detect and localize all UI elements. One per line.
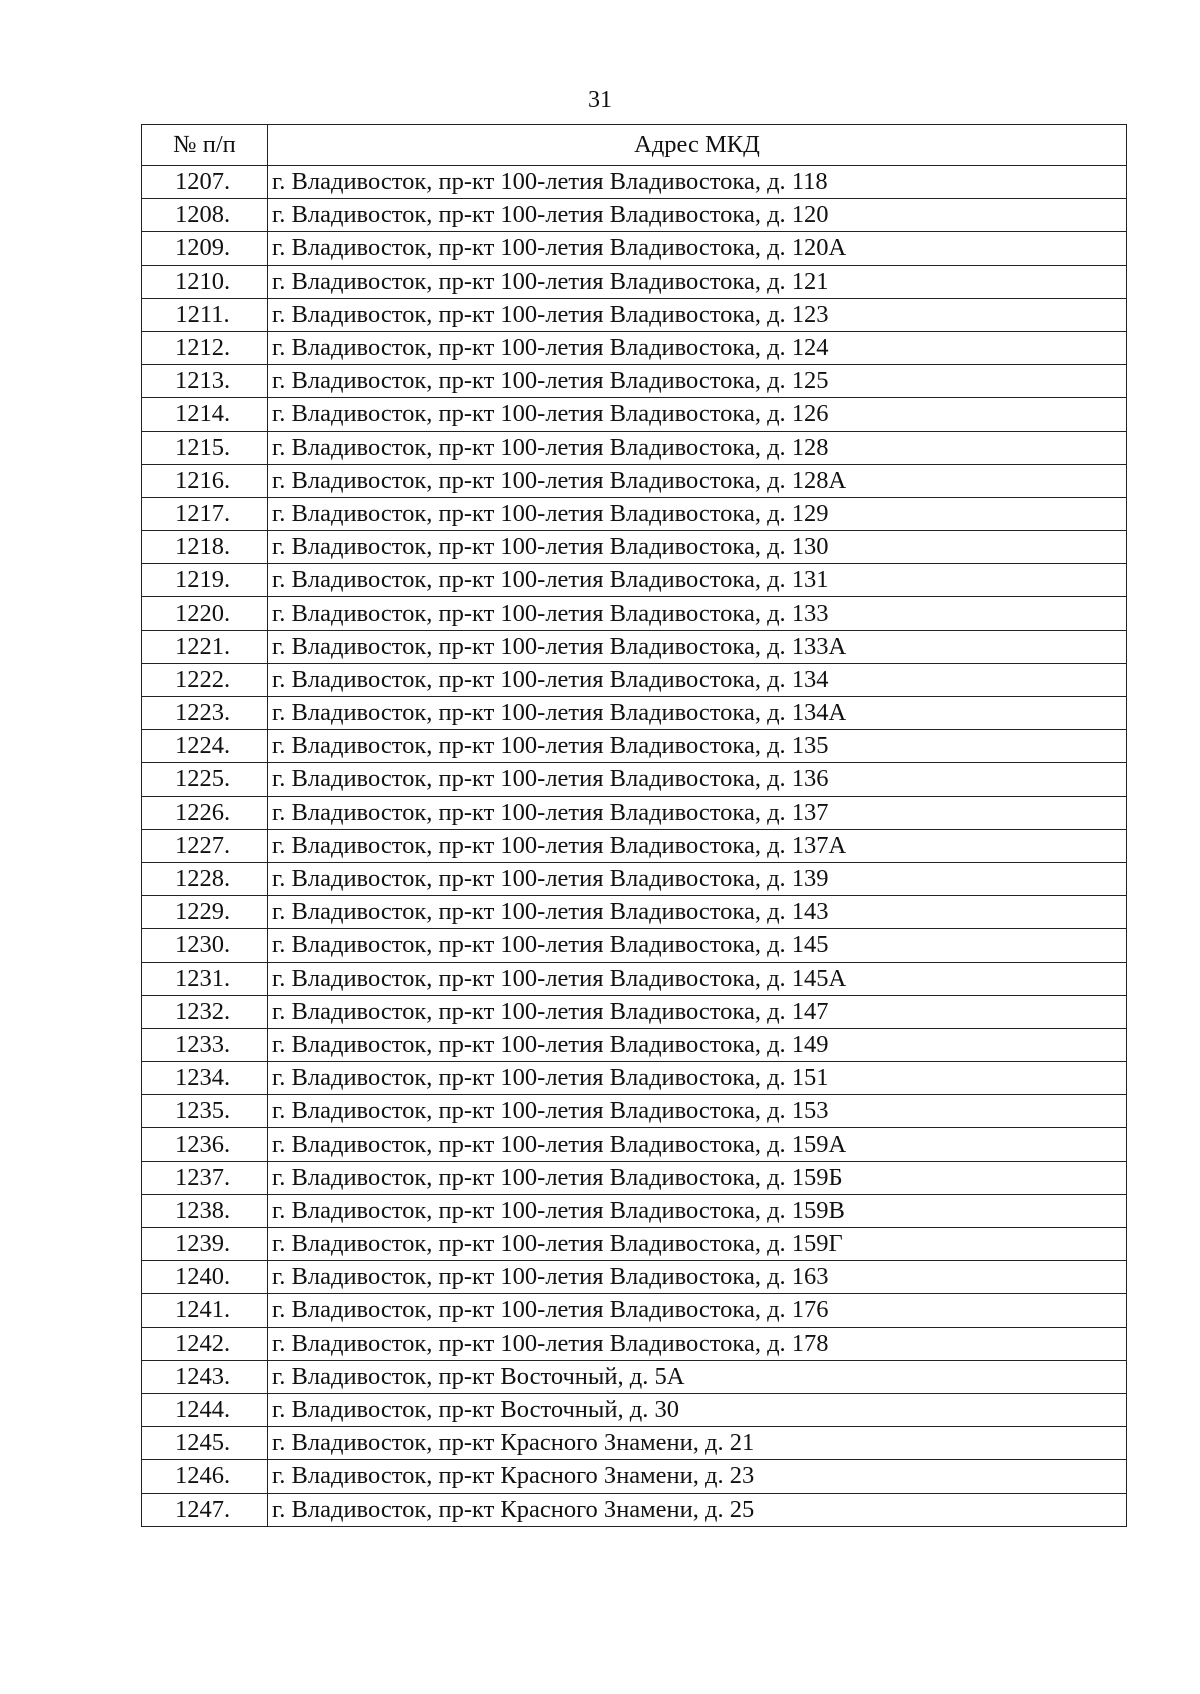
address-table xyxy=(141,124,1127,1527)
table-row xyxy=(142,166,1127,199)
row-number: 1222. xyxy=(142,663,268,696)
table-row xyxy=(142,929,1127,962)
row-address: г. Владивосток, пр-кт 100-летия Владивостока, д. 133А xyxy=(268,630,1127,663)
row-number: 1225. xyxy=(142,763,268,796)
header-number: № п/п xyxy=(142,125,268,166)
table-row xyxy=(142,962,1127,995)
row-number: 1227. xyxy=(142,829,268,862)
row-address: г. Владивосток, пр-кт 100-летия Владивостока, д. 133 xyxy=(268,597,1127,630)
row-address: г. Владивосток, пр-кт 100-летия Владивостока, д. 128 xyxy=(268,431,1127,464)
table-row xyxy=(142,331,1127,364)
row-address: г. Владивосток, пр-кт 100-летия Владивостока, д. 118 xyxy=(268,166,1127,199)
header-address: Адрес МКД xyxy=(268,125,1127,166)
table-row xyxy=(142,1028,1127,1061)
row-number: 1216. xyxy=(142,464,268,497)
table-row xyxy=(142,531,1127,564)
row-address: г. Владивосток, пр-кт 100-летия Владивостока, д. 131 xyxy=(268,564,1127,597)
row-number: 1210. xyxy=(142,265,268,298)
row-address: г. Владивосток, пр-кт 100-летия Владивостока, д. 151 xyxy=(268,1062,1127,1095)
row-number: 1238. xyxy=(142,1194,268,1227)
table-row xyxy=(142,564,1127,597)
table-row xyxy=(142,995,1127,1028)
row-number: 1207. xyxy=(142,166,268,199)
table-row xyxy=(142,232,1127,265)
row-address: г. Владивосток, пр-кт 100-летия Владивостока, д. 145 xyxy=(268,929,1127,962)
table-row xyxy=(142,862,1127,895)
row-number: 1230. xyxy=(142,929,268,962)
row-address: г. Владивосток, пр-кт Красного Знамени, д. 21 xyxy=(268,1427,1127,1460)
row-number: 1218. xyxy=(142,531,268,564)
table-row xyxy=(142,1360,1127,1393)
table-row xyxy=(142,597,1127,630)
row-address: г. Владивосток, пр-кт 100-летия Владивостока, д. 130 xyxy=(268,531,1127,564)
row-address: г. Владивосток, пр-кт Красного Знамени, д. 23 xyxy=(268,1460,1127,1493)
row-number: 1242. xyxy=(142,1327,268,1360)
row-address: г. Владивосток, пр-кт 100-летия Владивостока, д. 159В xyxy=(268,1194,1127,1227)
row-number: 1243. xyxy=(142,1360,268,1393)
row-address: г. Владивосток, пр-кт 100-летия Владивостока, д. 120 xyxy=(268,199,1127,232)
table-row xyxy=(142,1194,1127,1227)
row-address: г. Владивосток, пр-кт 100-летия Владивостока, д. 135 xyxy=(268,730,1127,763)
row-number: 1211. xyxy=(142,298,268,331)
table-row xyxy=(142,1493,1127,1526)
table-row xyxy=(142,697,1127,730)
page-number: 31 xyxy=(588,87,612,113)
row-number: 1236. xyxy=(142,1128,268,1161)
row-number: 1213. xyxy=(142,365,268,398)
table-row xyxy=(142,1460,1127,1493)
table-row xyxy=(142,1261,1127,1294)
row-number: 1241. xyxy=(142,1294,268,1327)
row-number: 1247. xyxy=(142,1493,268,1526)
row-number: 1208. xyxy=(142,199,268,232)
table-row xyxy=(142,265,1127,298)
table-header xyxy=(142,125,1127,166)
row-address: г. Владивосток, пр-кт 100-летия Владивостока, д. 159Б xyxy=(268,1161,1127,1194)
row-address: г. Владивосток, пр-кт 100-летия Владивостока, д. 145А xyxy=(268,962,1127,995)
row-address: г. Владивосток, пр-кт 100-летия Владивостока, д. 137 xyxy=(268,796,1127,829)
row-address: г. Владивосток, пр-кт 100-летия Владивостока, д. 124 xyxy=(268,331,1127,364)
row-address: г. Владивосток, пр-кт 100-летия Владивостока, д. 120А xyxy=(268,232,1127,265)
table-row xyxy=(142,730,1127,763)
table-row xyxy=(142,1095,1127,1128)
row-address: г. Владивосток, пр-кт Восточный, д. 30 xyxy=(268,1393,1127,1426)
row-number: 1223. xyxy=(142,697,268,730)
header-row xyxy=(142,125,1127,166)
table-row xyxy=(142,630,1127,663)
table-row xyxy=(142,763,1127,796)
row-address: г. Владивосток, пр-кт Красного Знамени, д. 25 xyxy=(268,1493,1127,1526)
row-number: 1217. xyxy=(142,497,268,530)
row-number: 1215. xyxy=(142,431,268,464)
row-address: г. Владивосток, пр-кт 100-летия Владивостока, д. 129 xyxy=(268,497,1127,530)
table-row xyxy=(142,497,1127,530)
row-address: г. Владивосток, пр-кт 100-летия Владивостока, д. 176 xyxy=(268,1294,1127,1327)
row-address: г. Владивосток, пр-кт 100-летия Владивостока, д. 178 xyxy=(268,1327,1127,1360)
row-number: 1233. xyxy=(142,1028,268,1061)
row-address: г. Владивосток, пр-кт 100-летия Владивостока, д. 123 xyxy=(268,298,1127,331)
table-row xyxy=(142,1294,1127,1327)
row-number: 1219. xyxy=(142,564,268,597)
row-number: 1229. xyxy=(142,896,268,929)
row-number: 1244. xyxy=(142,1393,268,1426)
row-number: 1231. xyxy=(142,962,268,995)
row-address: г. Владивосток, пр-кт 100-летия Владивостока, д. 137А xyxy=(268,829,1127,862)
row-address: г. Владивосток, пр-кт 100-летия Владивостока, д. 136 xyxy=(268,763,1127,796)
table-body xyxy=(142,166,1127,1527)
table-row xyxy=(142,1161,1127,1194)
row-address: г. Владивосток, пр-кт 100-летия Владивостока, д. 121 xyxy=(268,265,1127,298)
row-number: 1220. xyxy=(142,597,268,630)
table-row xyxy=(142,1128,1127,1161)
table-row xyxy=(142,365,1127,398)
table-row xyxy=(142,398,1127,431)
table-row xyxy=(142,199,1127,232)
row-address: г. Владивосток, пр-кт 100-летия Владивостока, д. 159А xyxy=(268,1128,1127,1161)
row-number: 1221. xyxy=(142,630,268,663)
row-number: 1214. xyxy=(142,398,268,431)
table-row xyxy=(142,431,1127,464)
row-number: 1239. xyxy=(142,1228,268,1261)
row-address: г. Владивосток, пр-кт 100-летия Владивостока, д. 126 xyxy=(268,398,1127,431)
row-address: г. Владивосток, пр-кт Восточный, д. 5А xyxy=(268,1360,1127,1393)
row-number: 1228. xyxy=(142,862,268,895)
table-row xyxy=(142,1062,1127,1095)
table-row xyxy=(142,796,1127,829)
row-number: 1240. xyxy=(142,1261,268,1294)
row-number: 1212. xyxy=(142,331,268,364)
row-number: 1234. xyxy=(142,1062,268,1095)
table-row xyxy=(142,1228,1127,1261)
row-number: 1237. xyxy=(142,1161,268,1194)
table-row xyxy=(142,663,1127,696)
row-address: г. Владивосток, пр-кт 100-летия Владивостока, д. 159Г xyxy=(268,1228,1127,1261)
table-row xyxy=(142,298,1127,331)
row-address: г. Владивосток, пр-кт 100-летия Владивостока, д. 134 xyxy=(268,663,1127,696)
table-row xyxy=(142,1393,1127,1426)
row-address: г. Владивосток, пр-кт 100-летия Владивостока, д. 147 xyxy=(268,995,1127,1028)
row-address: г. Владивосток, пр-кт 100-летия Владивостока, д. 134А xyxy=(268,697,1127,730)
row-number: 1245. xyxy=(142,1427,268,1460)
row-number: 1235. xyxy=(142,1095,268,1128)
table-row xyxy=(142,896,1127,929)
row-address: г. Владивосток, пр-кт 100-летия Владивостока, д. 139 xyxy=(268,862,1127,895)
row-address: г. Владивосток, пр-кт 100-летия Владивостока, д. 153 xyxy=(268,1095,1127,1128)
table-row xyxy=(142,829,1127,862)
row-address: г. Владивосток, пр-кт 100-летия Владивостока, д. 128А xyxy=(268,464,1127,497)
row-number: 1226. xyxy=(142,796,268,829)
table-row xyxy=(142,1427,1127,1460)
row-address: г. Владивосток, пр-кт 100-летия Владивостока, д. 125 xyxy=(268,365,1127,398)
row-number: 1246. xyxy=(142,1460,268,1493)
row-address: г. Владивосток, пр-кт 100-летия Владивостока, д. 143 xyxy=(268,896,1127,929)
row-address: г. Владивосток, пр-кт 100-летия Владивостока, д. 149 xyxy=(268,1028,1127,1061)
row-number: 1209. xyxy=(142,232,268,265)
table-row xyxy=(142,464,1127,497)
table-row xyxy=(142,1327,1127,1360)
row-address: г. Владивосток, пр-кт 100-летия Владивостока, д. 163 xyxy=(268,1261,1127,1294)
row-number: 1232. xyxy=(142,995,268,1028)
row-number: 1224. xyxy=(142,730,268,763)
